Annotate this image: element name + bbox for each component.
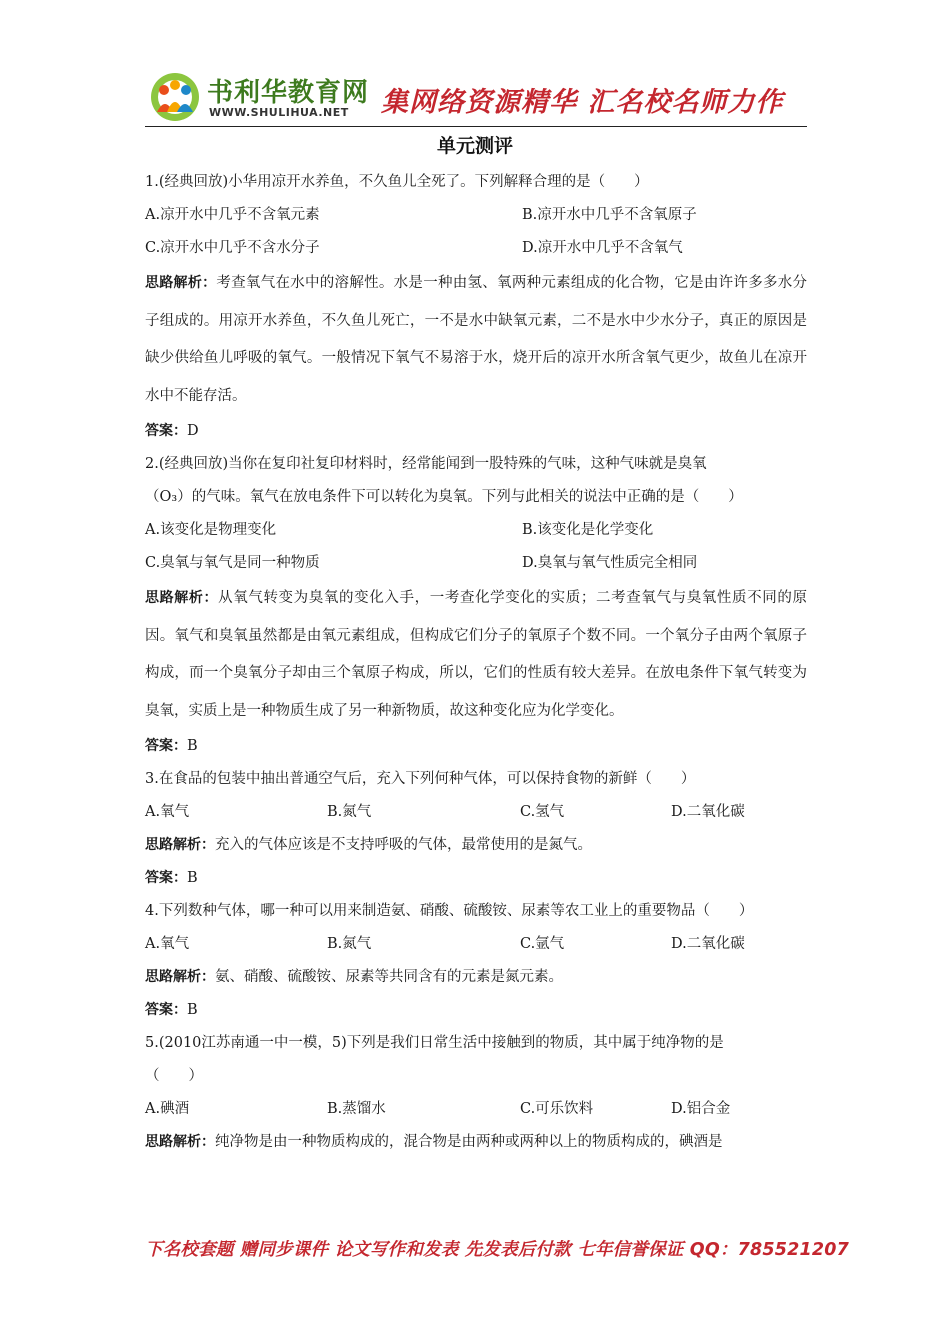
question-3-answer [145, 862, 807, 895]
q2-option-a: A.该变化是物理变化 [145, 522, 277, 538]
header-divider [145, 126, 807, 127]
question-2-answer [145, 730, 807, 763]
q5-option-a: A.碘酒 [145, 1101, 190, 1117]
answer-label: 答案： [145, 423, 187, 439]
analysis-label: 思路解析： [145, 837, 215, 853]
q2-option-b: B.该变化是化学变化 [522, 522, 654, 538]
q3-answer-value: B [187, 870, 198, 886]
q5-option-b: B.蒸馏水 [327, 1101, 386, 1117]
q3-option-b: B.氮气 [327, 804, 372, 820]
question-5-analysis [145, 1126, 807, 1159]
q3-option-c: C.氢气 [520, 804, 565, 820]
q4-answer-value: B [187, 1002, 198, 1018]
analysis-label: 思路解析： [145, 590, 219, 606]
q4-option-a: A.氧气 [145, 936, 190, 952]
question-1-options-row-2 [145, 232, 807, 265]
question-3-options [145, 796, 807, 829]
q1-option-c: C.凉开水中几乎不含水分子 [145, 240, 320, 256]
question-4-options [145, 928, 807, 961]
question-1-options-row-1 [145, 199, 807, 232]
q5-option-c: C.可乐饮料 [520, 1101, 594, 1117]
question-1-answer [145, 415, 807, 448]
q1-option-d: D.凉开水中几乎不含氧气 [522, 240, 683, 256]
analysis-label: 思路解析： [145, 969, 215, 985]
question-5-stem-line-1: 5.(2010江苏南通一中一模，5)下列是我们日常生活中接触到的物质，其中属于纯净物的是 [145, 1035, 724, 1051]
page-title: 单元测评 [436, 135, 513, 157]
q5-option-d: D.铝合金 [671, 1101, 731, 1117]
q4-analysis-text: 氨、硝酸、硫酸铵、尿素等共同含有的元素是氮元素。 [215, 969, 563, 985]
question-3-stem: 3.在食品的包装中抽出普通空气后，充入下列何种气体，可以保持食物的新鲜（ ） [145, 771, 696, 787]
question-2-options-row-1 [145, 514, 807, 547]
question-4-answer [145, 994, 807, 1027]
q3-option-d: D.二氧化碳 [671, 804, 745, 820]
answer-label: 答案： [145, 870, 187, 886]
q1-option-a: A.凉开水中几乎不含氧元素 [145, 207, 320, 223]
analysis-label: 思路解析： [145, 1134, 215, 1150]
question-2-stem-line-1: 2.(经典回放)当你在复印社复印材料时，经常能闻到一股特殊的气味，这种气味就是臭氧 [145, 456, 707, 472]
q2-analysis-text: 从氧气转变为臭氧的变化入手，一考查化学变化的实质；二考查氧气与臭氧性质不同的原因。氧气和臭氧虽然都是由氧元素组成，但构成它们分子的氧原子个数不同。一个氧分子由两个氧原子构成，而一个臭氧分子却由三个氧原子构成，所以，它们的性质有较大差异。在放电条件下氧气转变为臭氧，实质上是一种物质生成了另一种新物质，故这种变化应为化学变化。 [145, 590, 808, 719]
answer-label: 答案： [145, 1002, 187, 1018]
q1-option-b: B.凉开水中几乎不含氧原子 [522, 207, 697, 223]
analysis-label: 思路解析： [145, 275, 217, 291]
footer-banner: 下名校套题 赠同步课件 论文写作和发表 先发表后付款 七年信誉保证 QQ：785521207 [145, 1240, 850, 1260]
question-5-options [145, 1093, 807, 1126]
question-5-stem-line-2: （ ） [145, 1068, 203, 1084]
question-2-options-row-2 [145, 547, 807, 580]
q3-option-a: A.氧气 [145, 804, 190, 820]
q1-analysis-text: 考查氧气在水中的溶解性。水是一种由氢、氧两种元素组成的化合物，它是由许许多多水分子组成的。用凉开水养鱼，不久鱼儿死亡，一不是水中缺氧元素，二不是水中少水分子，真正的原因是缺少供给鱼儿呼吸的氧气。一般情况下氧气不易溶于水，烧开后的凉开水所含氧气更少，故鱼儿在凉开水中不能存活。 [145, 275, 808, 404]
question-4-analysis [145, 961, 807, 994]
question-4-stem: 4.下列数种气体，哪一种可以用来制造氨、硝酸、硫酸铵、尿素等农工业上的重要物品（ ） [145, 903, 754, 919]
q2-option-c: C.臭氧与氧气是同一种物质 [145, 555, 320, 571]
question-2-stem-line-2: （O₃）的气味。氧气在放电条件下可以转化为臭氧。下列与此相关的说法中正确的是（ ） [145, 489, 743, 505]
header-slogan: 集网络资源精华 汇名校名师力作 [381, 87, 784, 118]
question-1-stem: 1.(经典回放)小华用凉开水养鱼，不久鱼儿全死了。下列解释合理的是（ ） [145, 174, 649, 190]
q5-analysis-text: 纯净物是由一种物质构成的，混合物是由两种或两种以上的物质构成的，碘酒是 [215, 1134, 723, 1150]
q4-option-b: B.氮气 [327, 936, 372, 952]
q2-answer-value: B [187, 738, 198, 754]
site-header [145, 66, 807, 128]
answer-label: 答案： [145, 738, 187, 754]
brand-url: WWW.SHULIHUA.NET [209, 106, 349, 119]
q1-answer-value: D [187, 423, 199, 439]
q2-option-d: D.臭氧与氧气性质完全相同 [522, 555, 698, 571]
question-2-analysis [145, 580, 807, 730]
q4-option-c: C.氩气 [520, 936, 565, 952]
q4-option-d: D.二氧化碳 [671, 936, 745, 952]
question-3-analysis [145, 829, 807, 862]
q3-analysis-text: 充入的气体应该是不支持呼吸的气体，最常使用的是氮气。 [215, 837, 592, 853]
brand-name: 书利华教育网 [207, 78, 370, 108]
logo-icon [149, 72, 201, 122]
question-1-analysis [145, 265, 807, 415]
document-body [145, 166, 807, 1159]
